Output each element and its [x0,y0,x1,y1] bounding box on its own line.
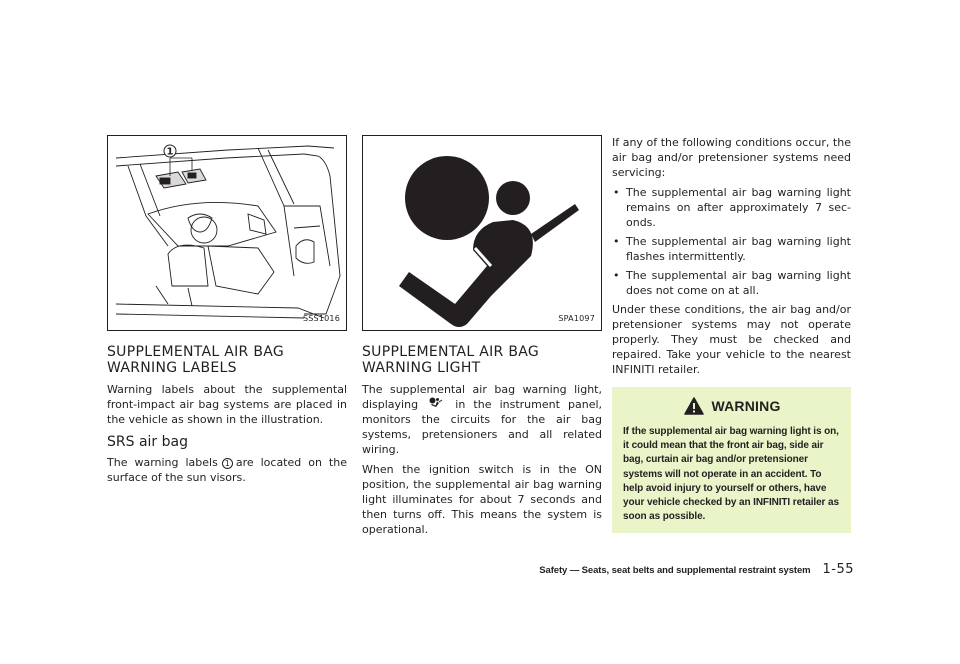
figure-code: SPA1097 [558,314,595,323]
list-item: • The supplemental air bag warning light flashes intermittently. [612,234,851,264]
p1-text-before: The supplemental air bag warning light, displaying [362,383,602,411]
callout-badge: 1 [222,458,233,469]
left-column [107,135,347,490]
middle-column [362,135,602,542]
list-item: • The supplemental air bag warning light remains on after approximately 7 sec-onds. [612,185,851,230]
srs-paragraph [107,455,347,485]
warning-header [623,397,842,415]
srs-text-before: The warning labels [107,456,218,469]
right-column [612,135,851,533]
warning-labels-paragraph: Warning labels about the supplemental front-impact air bag systems are placed in the vehicle as shown in the illustration. [107,383,347,426]
list-item: • The supplemental air bag warning light does not come on at all. [612,268,851,298]
subheading-srs-air-bag: SRS air bag [107,434,188,450]
chapter-title: Safety — Seats, seat belts and supplemental restraint system [539,565,811,576]
section-heading-warning-light: SUPPLEMENTAL AIR BAG WARNING LIGHT [362,344,540,376]
warning-light-paragraph [362,382,602,457]
figure-code: SSS1016 [303,314,340,323]
page-footer [539,562,854,577]
service-paragraph: Under these conditions, the air bag and/or pretensioner systems may not operate properly. They must be checked and repaired. Take your vehicle to the nearest INFINITI retailer. [612,303,851,376]
conditions-list [612,185,851,298]
warning-triangle-icon [684,397,704,415]
srs-text-after: are located on the surface of the sun visors. [107,456,347,484]
airbag-symbol-icon [363,136,602,331]
airbag-warning-light-illustration [362,135,602,331]
warning-box [612,387,851,533]
p1-text-after: in the instrument panel, monitors the circuits for the air bag systems, pretensioners and all related wiring. [362,398,603,456]
conditions-intro: If any of the following conditions occur, the air bag and/or pretensioner systems need servicing: [612,136,851,179]
airbag-label-illustration [107,135,347,331]
section-heading-warning-labels: SUPPLEMENTAL AIR BAG WARNING LABELS [107,344,285,376]
car-interior-drawing [108,136,347,331]
page-number: 1-55 [822,562,854,577]
callout-number: 1 [166,146,174,158]
ignition-paragraph: When the ignition switch is in the ON position, the supplemental air bag warning light illuminates for about 7 seconds and then turns off. This means the system is operational. [362,463,602,536]
warning-title: WARNING [711,397,781,414]
warning-body: If the supplemental air bag warning light is on, it could mean that the front air bag, side air bag, curtain air bag and/or pretensioner systems will not operate in an accident. To help avoid injury to yourself or others, have your vehicle checked by an INFINITI retailer as soon as possible. [623,426,839,523]
airbag-warning-icon [429,397,443,409]
